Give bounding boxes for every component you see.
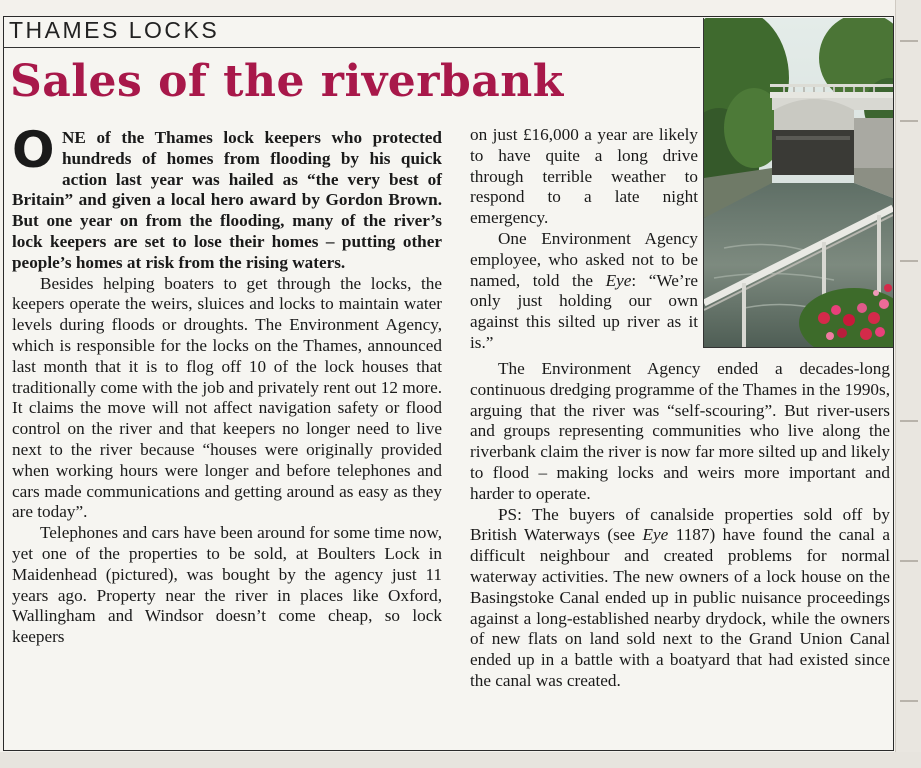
- adjacent-page-edge: [895, 0, 921, 768]
- paragraph-continued: on just £16,000 a year are likely to have quite a long drive through terrible weather to respond to a late night emergency.: [470, 125, 698, 228]
- eye-name: Eye: [605, 270, 632, 290]
- lead-text: NE of the Thames lock keepers who protected hundreds of homes from flooding by his quick action last year was hailed as “the very best of Britain” and given a local hero award by Gordon Brown. But one year on from the flooding, many of the river’s lock keepers are set to lose their homes – putting other people’s homes at risk from the rising waters.: [12, 128, 442, 272]
- lock-photo-illustration: [704, 18, 893, 347]
- boulters-lock-photo: [703, 18, 893, 348]
- eye-reference: Eye: [642, 525, 669, 545]
- article-headline: Sales of the riverbank: [10, 56, 564, 107]
- drop-cap: O: [12, 121, 55, 179]
- paragraph-employee-quote: One Environment Agency employee, who asked not to be named, told the Eye: “We’re only just holding our own against this silted up river as it is.”: [470, 228, 698, 352]
- lead-paragraph: [12, 121, 442, 274]
- adjacent-page-strip: [0, 752, 921, 768]
- column-1: [12, 121, 442, 648]
- column-2: [470, 125, 698, 354]
- paragraph-telephones: Telephones and cars have been around for some time now, yet one of the properties to be sold, at Boulters Lock in Maidenhead (pictured), was bought by the agency just 11 years ago. Property near the river in places like Oxford, Wallingham and Windsor doesn’t come cheap, so lock keepers: [12, 523, 442, 647]
- paragraph-ps: PS: The buyers of canalside properties sold off by British Waterways (see Eye 1187) have found the canal a difficult neighbour and created problems for normal waterway activities. The new owners of a lock house on the Basingstoke Canal ended up in public nuisance proceedings against a long-established nearby drydock, while the owners of new flats on land sold next to the Grand Union Canal ended up in a battle with a boatyard that had existed since the canal was created.: [470, 504, 890, 690]
- kicker-rule: [3, 47, 700, 48]
- paragraph-dredging: The Environment Agency ended a decades-long continuous dredging programme of the Thames in the 1990s, arguing that the river was “self-scouring”. But river-users and groups representing communities who live along the riverbank claim the river is now far more silted up and likely to flood – making locks and weirs more important and harder to operate.: [470, 359, 890, 503]
- paragraph-locks: Besides helping boaters to get through the locks, the keepers operate the weirs, sluices and locks to maintain water levels during floods or droughts. The Environment Agency, which is responsible for the locks on the Thames, announced last month that it is to flog off 10 of the lock houses that traditionally come with the job and privately rent out 12 more. It claims the move will not affect navigation safety or flood control on the river and that keepers no longer need to live next to the river because “houses were originally provided when working hours were longer and before telephones and cars made communications and getting around as easy as they are today”.: [12, 273, 442, 522]
- section-kicker: THAMES LOCKS: [9, 17, 220, 43]
- column-3: [470, 359, 890, 692]
